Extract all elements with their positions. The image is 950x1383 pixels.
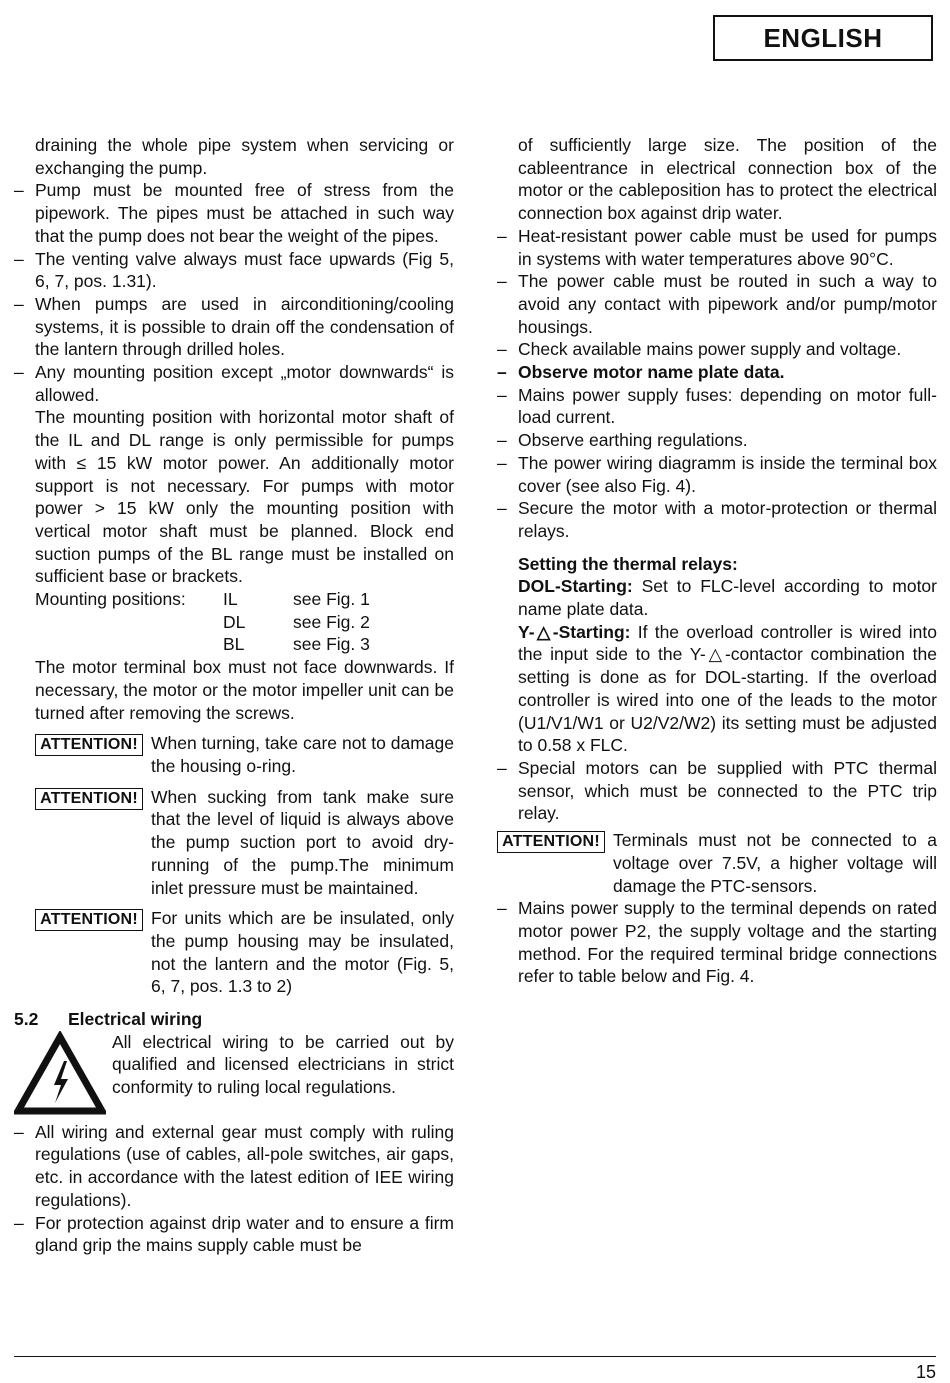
dash-bullet: –: [14, 248, 24, 269]
list-item: [14, 361, 454, 406]
list-item-text: Any mounting position except „motor downwards“ is allowed.: [35, 362, 454, 405]
star-delta-text: If the overload controller is wired into the input side to the Y-△-contactor combination the setting is done as for DOL-starting. If the overload controller is wired into one of the leads to the motor (U1/V1/W1 or U2/V2/W2) its setting must be adjusted to 0.58 x FLC.: [518, 621, 937, 756]
paragraph: [497, 621, 937, 757]
dash-bullet: –: [14, 1121, 24, 1142]
list-item: [497, 897, 937, 988]
list-item: [497, 429, 937, 452]
attention-tag: ATTENTION!: [35, 788, 143, 810]
list-item: [497, 225, 937, 270]
paragraph: of sufficiently large size. The position of the cableentrance in electrical connection box of the motor or the cableposition has to protect the electrical connection box against drip water.: [518, 135, 937, 224]
attention-tag: ATTENTION!: [497, 831, 605, 853]
attention-text: When turning, take care not to damage the housing o-ring.: [151, 733, 454, 776]
mounting-positions-table: [14, 588, 454, 656]
list-item-text: Special motors can be supplied with PTC thermal sensor, which must be connected to the PTC trip relay.: [518, 757, 937, 824]
list-item: [14, 179, 454, 247]
list-item: [497, 497, 937, 542]
dash-bullet: –: [14, 1212, 24, 1233]
list-item: [14, 248, 454, 293]
list-item: [14, 293, 454, 361]
attention-tag: ATTENTION!: [35, 909, 143, 931]
mounting-ref: see Fig. 2: [293, 611, 370, 632]
attention-note: [497, 829, 937, 897]
dash-bullet: –: [14, 362, 24, 383]
dash-bullet: –: [497, 757, 507, 778]
right-column: [497, 134, 937, 988]
section-title: Electrical wiring: [68, 1009, 203, 1030]
mounting-range: IL: [223, 589, 238, 610]
list-item: [14, 1212, 454, 1257]
dash-bullet: –: [497, 362, 507, 383]
list-item-text: Observe motor name plate data.: [518, 362, 785, 383]
attention-note: [14, 786, 454, 900]
dol-text: Set to FLC-level according to motor name plate data.: [518, 576, 937, 620]
warning-text: All electrical wiring to be carried out by qualified and licensed electricians in strict conformity to ruling local regulations.: [112, 1031, 454, 1098]
paragraph: draining the whole pipe system when servicing or exchanging the pump.: [35, 135, 454, 178]
list-item: [497, 757, 937, 825]
list-item: [497, 270, 937, 338]
dash-bullet: –: [497, 271, 507, 292]
list-item-text: Secure the motor with a motor-protection or thermal relays.: [518, 498, 937, 541]
section-heading: [14, 1008, 454, 1031]
attention-note: [14, 732, 454, 777]
paragraph: [497, 575, 937, 620]
attention-tag: ATTENTION!: [35, 734, 143, 756]
subheading: Setting the thermal relays:: [518, 553, 738, 574]
dol-label: DOL-Starting:: [518, 576, 633, 597]
section-number: 5.2: [14, 1009, 39, 1030]
list-item: [497, 338, 937, 361]
language-label-box: [713, 15, 933, 61]
list-item-text: When pumps are used in airconditioning/cooling systems, it is possible to drain off the condensation of the lantern through drilled holes.: [35, 293, 454, 360]
mounting-ref: see Fig. 1: [293, 589, 370, 610]
attention-text: Terminals must not be connected to a voltage over 7.5V, a higher voltage will damage the PTC-sensors.: [613, 830, 937, 896]
attention-text: When sucking from tank make sure that the level of liquid is always above the pump suction port to avoid dry-running of the pump.The minimum inlet pressure must be maintained.: [151, 786, 454, 898]
mounting-ref: see Fig. 3: [293, 634, 370, 655]
list-item-text: The venting valve always must face upwards (Fig 5, 6, 7, pos. 1.31).: [35, 248, 454, 292]
electrical-warning: [14, 1031, 454, 1121]
list-item: [497, 361, 937, 384]
dash-bullet: –: [14, 180, 24, 201]
dash-bullet: –: [497, 452, 507, 473]
dash-bullet: –: [497, 225, 507, 246]
star-delta-label: Y-△-Starting:: [518, 621, 631, 642]
list-item-text: Mains power supply fuses: depending on motor full-load current.: [518, 384, 937, 428]
list-item-text: Heat-resistant power cable must be used for pumps in systems with water temperatures above 90°C.: [518, 225, 937, 269]
page-number: 15: [915, 1362, 936, 1382]
dash-bullet: –: [497, 384, 507, 405]
high-voltage-warning-icon: [14, 1031, 112, 1121]
footer-divider: [14, 1356, 936, 1357]
mounting-range: DL: [223, 611, 246, 632]
dash-bullet: –: [497, 498, 507, 519]
list-item-text: The power wiring diagramm is inside the terminal box cover (see also Fig. 4).: [518, 452, 937, 496]
list-item: [14, 1121, 454, 1212]
list-item-text: Pump must be mounted free of stress from the pipework. The pipes must be attached in such way that the pump does not bear the weight of the pipes.: [35, 180, 454, 246]
attention-text: For units which are be insulated, only the pump housing may be insulated, not the lantern and the motor (Fig. 5, 6, 7, pos. 1.3 to 2): [151, 908, 454, 997]
mounting-label: Mounting positions:: [35, 589, 186, 610]
list-item: [497, 384, 937, 429]
list-item-text: Mains power supply to the terminal depends on rated motor power P2, the supply voltage and the starting method. For the required terminal bridge connections refer to table below and Fig. 4.: [518, 898, 937, 987]
dash-bullet: –: [497, 898, 507, 919]
attention-note: [14, 907, 454, 998]
paragraph: The motor terminal box must not face downwards. If necessary, the motor or the motor impeller unit can be turned after removing the screws.: [35, 657, 454, 723]
dash-bullet: –: [497, 430, 507, 451]
list-item-text: The power cable must be routed in such a way to avoid any contact with pipework and/or pump/motor housings.: [518, 271, 937, 337]
left-column: [14, 134, 454, 1257]
list-item-text: All wiring and external gear must comply with ruling regulations (use of cables, all-pole switches, air gaps, etc. in accordance with the latest edition of IEE wiring regulations).: [35, 1121, 454, 1210]
language-label: ENGLISH: [763, 22, 883, 53]
list-item-text: Check available mains power supply and voltage.: [518, 339, 902, 360]
list-item-text: Observe earthing regulations.: [518, 430, 748, 451]
list-item-text: For protection against drip water and to ensure a firm gland grip the mains supply cable must be: [35, 1212, 454, 1256]
paragraph: The mounting position with horizontal motor shaft of the IL and DL range is only permissible for pumps with ≤ 15 kW motor power. An additionally motor support is not necessary. For pumps with motor power > 15 kW only the mounting position with vertical motor shaft must be planned. Block end suction pumps of the BL range must be installed on sufficient base or brackets.: [35, 407, 454, 587]
list-item: [497, 452, 937, 497]
dash-bullet: –: [497, 339, 507, 360]
mounting-range: BL: [223, 634, 245, 655]
dash-bullet: –: [14, 293, 24, 314]
